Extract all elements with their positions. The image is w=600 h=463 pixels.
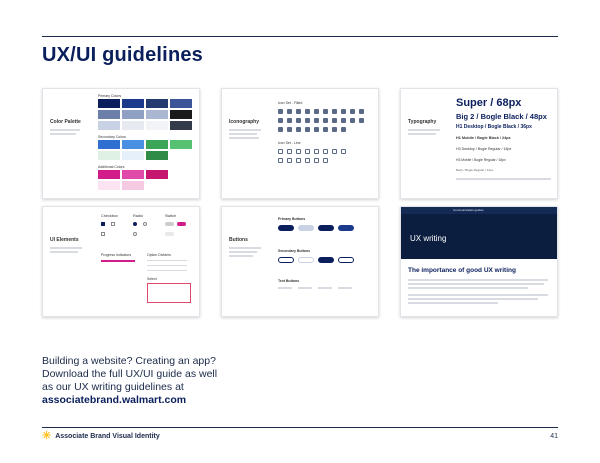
cta-line-2: Download the full UX/UI guide as well: [42, 368, 218, 380]
ux-writing-nav-text: Communication guides: [453, 207, 484, 212]
ux-writing-banner: [401, 207, 558, 259]
download-icon: [332, 127, 337, 132]
type-body-sample: Body / Bogle Regular / 14px: [456, 168, 494, 172]
home-icon: [278, 109, 283, 114]
progress-label: Progress Indicators: [101, 253, 132, 257]
select-label: Select: [147, 277, 157, 281]
top-rule: [42, 36, 558, 37]
clock-outline-icon: [305, 158, 310, 163]
text-line: [229, 137, 259, 139]
lock-outline-icon: [278, 158, 283, 163]
divider-line: [147, 270, 187, 271]
text-line: [50, 129, 80, 131]
primary-buttons-label: Primary Buttons: [278, 217, 306, 221]
user-icon: [305, 109, 310, 114]
phone-icon: [296, 118, 301, 123]
heart-icon: [314, 109, 319, 114]
text-line: [408, 283, 544, 285]
radio-disabled: [133, 232, 137, 236]
checkbox-label: Checkbox: [101, 214, 118, 218]
bell-icon: [323, 109, 328, 114]
text-line: [408, 294, 548, 296]
footer-brand: Associate Brand Visual Identity: [55, 433, 160, 440]
primary-button-hover-sample: [318, 225, 334, 231]
gear-outline-icon: [332, 149, 337, 154]
camera-icon: [305, 118, 310, 123]
swatch: [146, 110, 168, 119]
cart-icon: [296, 109, 301, 114]
phone-outline-icon: [314, 158, 319, 163]
swatch: [146, 170, 168, 179]
cta-link[interactable]: associatebrand.walmart.com: [42, 394, 187, 406]
bottom-rule: [42, 427, 558, 428]
swatch: [122, 99, 144, 108]
text-line: [229, 129, 261, 131]
text-line: [408, 298, 538, 300]
share-icon: [296, 127, 301, 132]
secondary-button-hover-sample: [318, 257, 334, 263]
icon-set-filled-label: Icon Set - Filled: [278, 101, 303, 105]
type-h3-mobile-sample: H3 Mobile / Bogle Regular / 16px: [456, 158, 506, 162]
text-line: [408, 279, 548, 281]
swatch: [170, 140, 192, 149]
cta-line-1: Building a website? Creating an app?: [42, 355, 216, 367]
swatch: [146, 140, 168, 149]
search-icon: [287, 109, 292, 114]
cta-line-3: as our UX writing guidelines at: [42, 381, 184, 393]
type-big2-sample: Big 2 / Bogle Black / 48px: [456, 112, 547, 121]
text-button-sample: [318, 287, 332, 289]
ui-elements-heading: UI Elements: [50, 237, 79, 243]
text-button-sample: [298, 287, 312, 289]
typography-heading: Typography: [408, 119, 437, 125]
page-title: UX/UI guidelines: [42, 44, 204, 66]
swatch: [122, 121, 144, 130]
gift-icon: [350, 118, 355, 123]
upload-icon: [341, 127, 346, 132]
swatch: [170, 99, 192, 108]
typography-thumbnail[interactable]: [400, 88, 558, 199]
trash-icon: [287, 127, 292, 132]
dividers-label: Option Dividers: [147, 253, 171, 257]
lock-icon: [350, 109, 355, 114]
swatch: [98, 99, 120, 108]
truck-icon: [341, 118, 346, 123]
edit-icon: [278, 127, 283, 132]
radio-selected: [133, 222, 137, 226]
filter-icon: [305, 127, 310, 132]
text-button-sample: [338, 287, 352, 289]
clock-icon: [287, 118, 292, 123]
ux-writing-thumbnail[interactable]: [400, 206, 558, 317]
text-line: [50, 133, 76, 135]
color-palette-heading: Color Palette: [50, 119, 81, 125]
cart-outline-icon: [296, 149, 301, 154]
ux-writing-banner-title: UX writing: [410, 234, 447, 243]
radio-label: Radio: [133, 214, 143, 218]
calendar-outline-icon: [296, 158, 301, 163]
call-to-action: [42, 355, 302, 407]
color-palette-thumbnail[interactable]: [42, 88, 200, 199]
primary-button-sample: [278, 225, 294, 231]
checkbox-disabled: [101, 232, 105, 236]
chat-icon: [332, 118, 337, 123]
heart-outline-icon: [314, 149, 319, 154]
checkbox-checked: [101, 222, 105, 226]
swatch: [122, 170, 144, 179]
ui-elements-thumbnail[interactable]: [42, 206, 200, 317]
swatch: [98, 170, 120, 179]
select-dropdown: [147, 283, 191, 303]
primary-button-pressed-sample: [338, 225, 354, 231]
buttons-thumbnail[interactable]: [221, 206, 379, 317]
bell-outline-icon: [323, 149, 328, 154]
text-line: [408, 287, 528, 289]
spark-logo-icon: ✳: [42, 430, 52, 442]
text-button-sample: [278, 287, 292, 289]
swatch: [98, 121, 120, 130]
home-outline-icon: [278, 149, 283, 154]
primary-colors-caption: Primary Colors: [98, 94, 122, 98]
info-icon: [359, 118, 364, 123]
swatch: [98, 151, 120, 160]
star-outline-icon: [341, 149, 346, 154]
type-h1-mobile-sample: H1 Mobile / Bogle Black / 24px: [456, 136, 511, 140]
pin-outline-icon: [323, 158, 328, 163]
text-line: [229, 251, 257, 253]
text-line: [229, 255, 253, 257]
text-line: [50, 247, 82, 249]
iconography-heading: Iconography: [229, 119, 260, 125]
footer: [42, 430, 160, 442]
radio-unselected: [143, 222, 147, 226]
swatch: [98, 110, 120, 119]
swatch: [122, 110, 144, 119]
secondary-button-disabled-sample: [298, 257, 314, 263]
text-line: [408, 129, 440, 131]
type-h3-desktop-sample: H3 Desktop / Bogle Regular / 18px: [456, 147, 512, 151]
grid-icon: [323, 127, 328, 132]
type-super-sample: Super / 68px: [456, 97, 522, 109]
swatch: [98, 181, 120, 190]
text-line: [456, 178, 551, 180]
tag-icon: [323, 118, 328, 123]
text-line: [229, 133, 257, 135]
text-line: [408, 133, 436, 135]
additional-colors-caption: Additional Colors: [98, 165, 125, 169]
calendar-icon: [278, 118, 283, 123]
text-line: [229, 247, 261, 249]
text-line: [50, 251, 78, 253]
progress-bar: [101, 260, 135, 262]
pin-icon: [314, 118, 319, 123]
swatch: [122, 151, 144, 160]
primary-button-disabled-sample: [298, 225, 314, 231]
secondary-colors-caption: Secondary Colors: [98, 135, 126, 139]
mail-icon: [359, 109, 364, 114]
mail-outline-icon: [287, 158, 292, 163]
swatch: [146, 151, 168, 160]
ux-writing-headline: The importance of good UX writing: [408, 267, 516, 274]
divider-line: [147, 265, 187, 266]
swatch: [98, 140, 120, 149]
swatch: [170, 110, 192, 119]
type-h1-desktop-sample: H1 Desktop / Bogle Black / 36px: [456, 124, 532, 130]
icon-set-line-label: Icon Set - Line: [278, 141, 301, 145]
page-number: 41: [550, 433, 558, 440]
secondary-buttons-label: Secondary Buttons: [278, 249, 311, 253]
search-outline-icon: [287, 149, 292, 154]
swatch: [146, 121, 168, 130]
text-buttons-label: Text Buttons: [278, 279, 300, 283]
list-icon: [314, 127, 319, 132]
divider-line: [147, 260, 187, 261]
swatch: [122, 181, 144, 190]
secondary-button-sample: [278, 257, 294, 263]
switch-disabled: [165, 232, 174, 236]
gear-icon: [332, 109, 337, 114]
swatch: [170, 121, 192, 130]
buttons-heading: Buttons: [229, 237, 248, 243]
switch-off: [165, 222, 174, 226]
swatch: [146, 99, 168, 108]
iconography-thumbnail[interactable]: [221, 88, 379, 199]
text-line: [408, 302, 498, 304]
star-icon: [341, 109, 346, 114]
checkbox-unchecked: [111, 222, 115, 226]
user-outline-icon: [305, 149, 310, 154]
swatch: [122, 140, 144, 149]
switch-on: [177, 222, 186, 226]
secondary-button-pressed-sample: [338, 257, 354, 263]
switch-label: Switch: [165, 214, 177, 218]
